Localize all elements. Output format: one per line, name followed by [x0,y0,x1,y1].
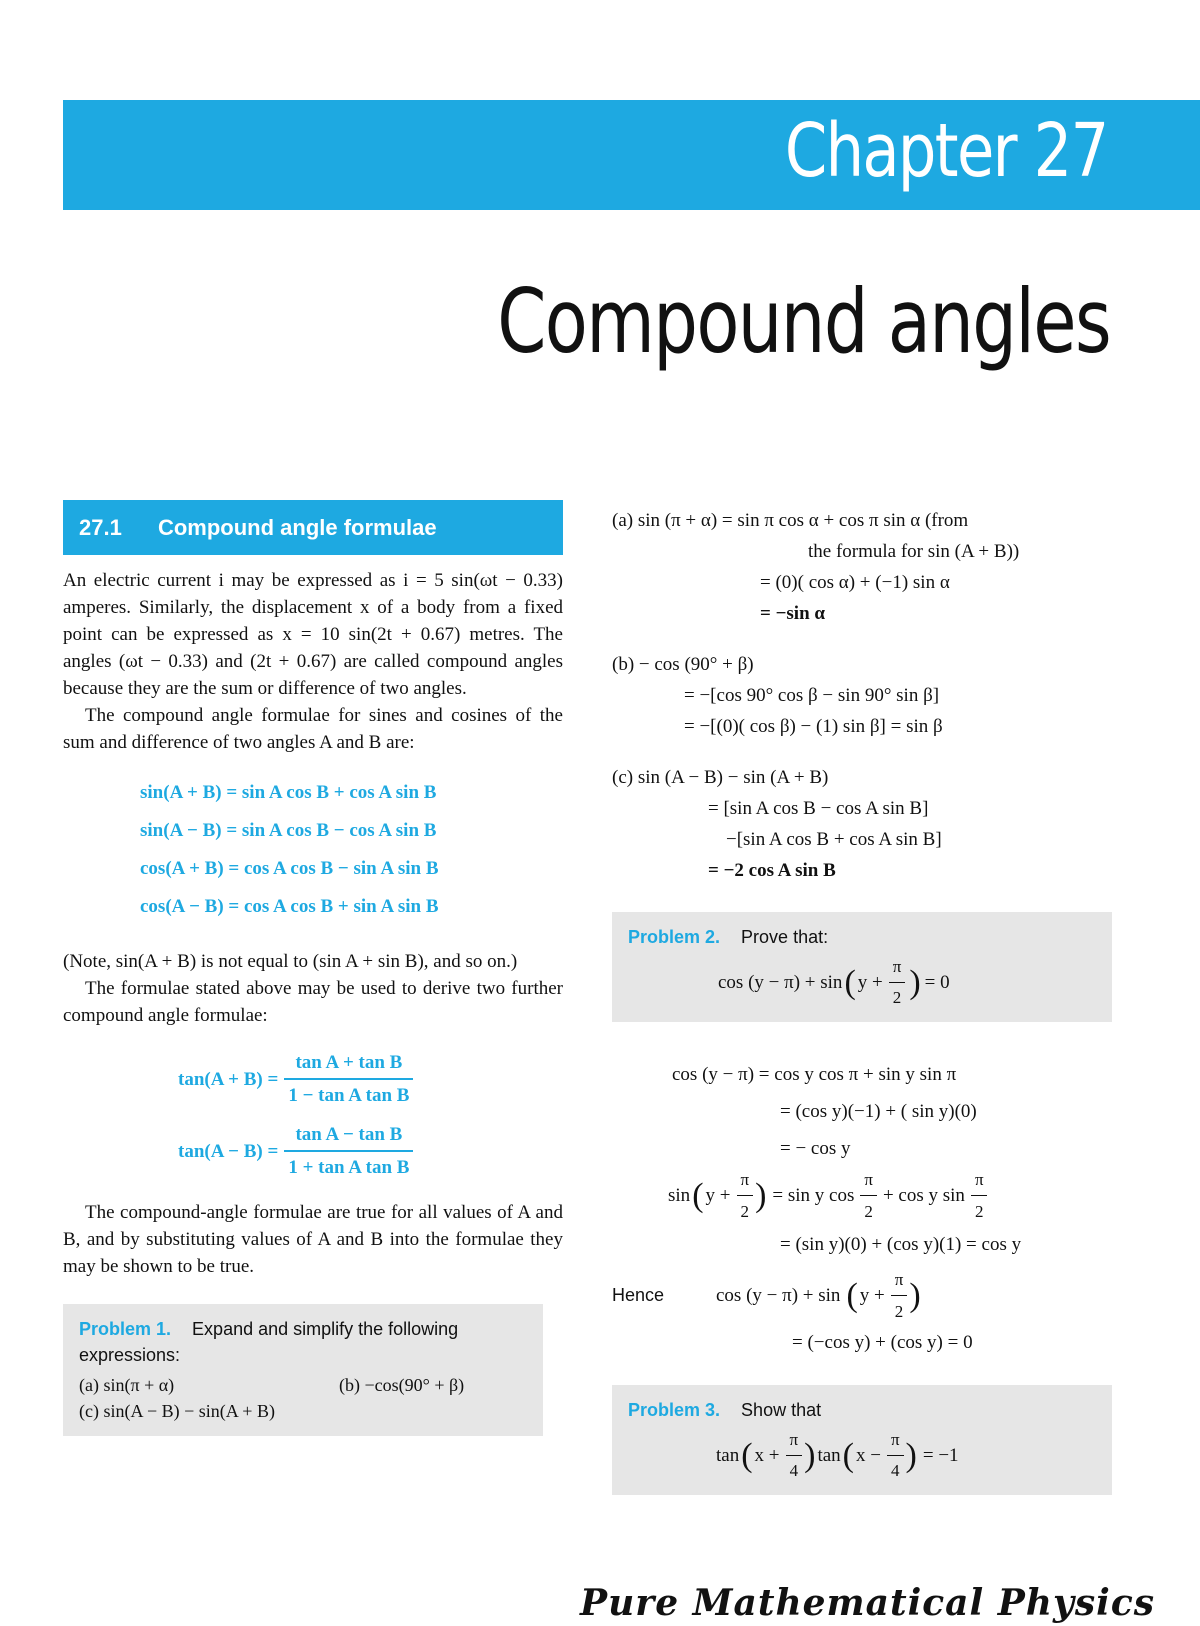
formula-sin-diff: sin(A − B) = sin A cos B − cos A sin B [140,820,437,841]
formula-tan-sum [178,1043,563,1115]
compound-formula-list [140,774,563,926]
tan-diff-lhs: tan(A − B) = [178,1140,279,1162]
note-paragraph: (Note, sin(A + B) is not equal to (sin A + sin B), and so on.) [63,951,518,972]
tan-sum-denominator: 1 − tan A tan B [284,1078,413,1109]
problem-1-box [63,1304,543,1436]
solution-2-line-4: sin ( y + $\frac{\pi}{2}$ ) = sin y cos $\frac{\pi}{2}$ + cos y sin $\frac{\pi}{2}$ [612,1167,1112,1223]
chapter-banner [63,100,1200,210]
formula-intro-paragraph: The compound angle formulae for sines and cosines of the sum and difference of two angles A and B are: [63,705,563,753]
solution-1a-result: = −sin α [760,603,825,624]
problem-2-text: Prove that: [741,927,829,947]
tan-sum-numerator: tan A + tan B [295,1052,403,1073]
chapter-label: Chapter 27 [785,108,1108,194]
problem-3-box [612,1385,1112,1495]
section-title: Compound angle formulae [157,515,437,540]
tan-formula-list [63,1043,563,1187]
solution-1c-result: = −2 cos A sin B [708,860,836,881]
hence-label: Hence [612,1284,665,1305]
problem-2-statement: cos (y − π) + sin ( y + $\frac{\pi}{2}$ ) = 0 [718,954,1096,1011]
closing-paragraph: The compound-angle formulae are true for all values of A and B, and by substituting values of A and B into the formulae they may be shown to be true. [63,1202,563,1277]
solution-1c [612,762,1112,886]
solution-2-line-6: Hence cos (y − π) + sin ( y + $\frac{\pi}{2}$ ) [612,1267,1112,1323]
problem-2-fraction: $\frac{\pi}{2}$ [889,954,906,1011]
tan-sum-lhs: tan(A + B) = [178,1068,279,1090]
solution-2-line-5: = (sin y)(0) + (cos y)(1) = cos y [780,1234,1022,1255]
right-column [612,505,1112,1495]
problem-1-label: Problem 1. [79,1319,172,1339]
solution-1c-line-1: (c) sin (A − B) − sin (A + B) [612,767,829,788]
problem-2-box [612,912,1112,1022]
formula-cos-diff: cos(A − B) = cos A cos B + sin A sin B [140,896,439,917]
solution-1a [612,505,1112,629]
tan-sum-fraction [284,1049,413,1109]
solution-2-result: = (−cos y) + (cos y) = 0 [792,1332,973,1353]
solution-2-line-2: = (cos y)(−1) + ( sin y)(0) [780,1101,977,1122]
solution-1b [612,649,1112,742]
section-number: 27.1 [79,515,122,540]
footer-brand: Pure Mathematical Physics [580,1582,1156,1624]
solution-2-line-3: = − cos y [780,1138,851,1159]
problem-2-lhs: cos (y − π) + sin [718,971,843,993]
tan-diff-fraction [284,1121,413,1181]
solution-1a-line-1: (a) sin (π + α) = sin π cos α + cos π sin α (from [612,510,969,531]
problem-1-item-a: (a) sin(π + α) [79,1375,175,1395]
problem-1-text: Expand and simplify the following expressions: [79,1319,459,1365]
left-column [63,500,563,1436]
solution-1b-line-2: = −[cos 90° cos β − sin 90° sin β] [684,685,940,706]
problem-2-label: Problem 2. [628,927,721,947]
tan-diff-numerator: tan A − tan B [295,1124,403,1145]
solution-1b-line-1: (b) − cos (90° + β) [612,654,754,675]
solution-2 [612,1056,1112,1363]
problem-2-rhs: = 0 [924,971,950,993]
problem-3-label: Problem 3. [628,1400,721,1420]
problem-1-item-c: (c) sin(A − B) − sin(A + B) [79,1401,275,1421]
formula-sin-sum: sin(A + B) = sin A cos B + cos A sin B [140,782,437,803]
formula-tan-diff [178,1115,563,1187]
problem-3-text: Show that [741,1400,822,1420]
solution-1a-line-3: = (0)( cos α) + (−1) sin α [760,572,950,593]
solution-2-line-1: cos (y − π) = cos y cos π + sin y sin π [672,1064,957,1085]
tan-diff-denominator: 1 + tan A tan B [284,1150,413,1181]
problem-1-items [79,1372,527,1424]
solution-1c-line-2: = [sin A cos B − cos A sin B] [708,798,929,819]
solution-1a-line-2: the formula for sin (A + B)) [808,541,1020,562]
problem-1-item-b: (b) −cos(90° + β) [339,1375,465,1395]
section-heading [63,500,563,555]
further-paragraph: The formulae stated above may be used to derive two further compound angle formulae: [63,978,563,1026]
intro-paragraph: An electric current i may be expressed as i = 5 sin(ωt − 0.33) amperes. Similarly, the displacement x of a body from a fixed point can be expressed as x = 10 sin(2t + 0.67) metres. The angles (ωt − 0.33) and (2t + 0.67) are called compound angles because they are the sum or difference of two angles. [63,570,563,699]
problem-2-paren-expr: y + [857,971,883,993]
formula-cos-sum: cos(A + B) = cos A cos B − sin A sin B [140,858,439,879]
solution-1b-line-3: = −[(0)( cos β) − (1) sin β] = sin β [684,716,943,737]
chapter-title: Compound angles [497,270,1110,373]
problem-3-statement: tan ( x + $\frac{\pi}{4}$ ) tan ( x − $\frac{\pi}{4}$ ) = −1 [716,1427,1096,1484]
solution-1c-line-3: −[sin A cos B + cos A sin B] [726,829,942,850]
